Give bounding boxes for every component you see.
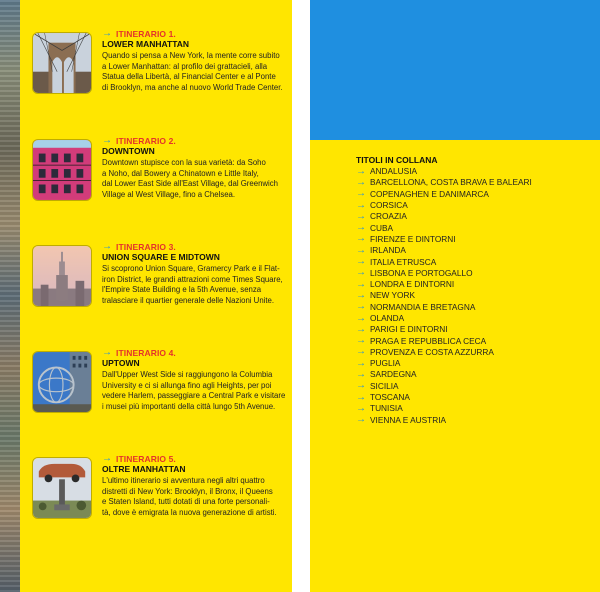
collection-item-label: BARCELLONA, COSTA BRAVA E BALEARI [370, 177, 532, 188]
collection-item [356, 256, 596, 267]
collection-items [356, 166, 596, 426]
collection-item-label: NORMANDIA E BRETAGNA [370, 301, 476, 312]
unisphere-photo [32, 351, 92, 413]
page-gutter [292, 0, 310, 592]
arrow-right-icon: → [102, 27, 112, 39]
collection-item-label: ANDALUSIA [370, 166, 418, 177]
collection-item-label: PROVENZA E COSTA AZZURRA [370, 346, 494, 357]
collection-titles-list [356, 155, 596, 426]
arrow-right-icon: → [356, 233, 366, 245]
collection-item-label: SARDEGNA [370, 369, 417, 380]
arrow-right-icon: → [356, 301, 366, 313]
collection-item-label: PARIGI E DINTORNI [370, 324, 448, 335]
arrow-right-icon: → [356, 244, 366, 256]
itinerary-number: ITINERARIO 2. [116, 135, 176, 146]
arrow-right-icon: → [356, 165, 366, 177]
collection-item-label: OLANDA [370, 313, 405, 323]
collection-item-label: VIENNA E AUSTRIA [370, 414, 447, 425]
collection-item [356, 166, 596, 177]
collection-item [356, 279, 596, 290]
collection-item [356, 392, 596, 403]
collection-item-label: LISBONA E PORTOGALLO [370, 267, 473, 278]
itinerary-5 [32, 453, 290, 543]
car-sculpture-photo [32, 457, 92, 519]
collection-item [356, 369, 596, 380]
itinerary-2 [32, 135, 290, 225]
collection-item-label: CUBA [370, 222, 394, 233]
itinerary-title: OLTRE MANHATTAN [102, 464, 186, 474]
itinerary-number: ITINERARIO 5. [116, 453, 176, 464]
collection-item-label: NEW YORK [370, 290, 416, 301]
arrow-right-icon: → [356, 289, 366, 301]
arrow-right-icon: → [102, 240, 112, 252]
city-aerial-photo-strip [0, 0, 20, 592]
itinerary-number: ITINERARIO 4. [116, 347, 176, 358]
collection-item [356, 290, 596, 301]
collection-item-label: PRAGA E REPUBBLICA CECA [370, 335, 487, 346]
itinerary-title: DOWNTOWN [102, 146, 155, 156]
arrow-right-icon: → [356, 278, 366, 290]
arrow-right-icon: → [356, 323, 366, 335]
collection-item [356, 335, 596, 346]
brooklyn-bridge-photo [32, 32, 92, 94]
itinerary-title: UNION SQUARE E MIDTOWN [102, 252, 220, 262]
arrow-right-icon: → [356, 222, 366, 234]
arrow-right-icon: → [356, 335, 366, 347]
arrow-right-icon: → [356, 176, 366, 188]
collection-item-label: TOSCANA [370, 392, 410, 403]
collection-item-label: SICILIA [370, 380, 399, 391]
arrow-right-icon: → [356, 210, 366, 222]
arrow-right-icon: → [356, 380, 366, 392]
arrow-right-icon: → [356, 357, 366, 369]
itinerary-title: UPTOWN [102, 358, 140, 368]
collection-item [356, 200, 596, 211]
left-page-itineraries [20, 0, 292, 592]
collection-item [356, 302, 596, 313]
collection-item [356, 358, 596, 369]
itinerary-description: Quando si pensa a New York, la mente corre subito a Lower Manhattan: al profilo dei grattacieli, alla Statua della Libertà, al Financial Center e al Ponte di Brooklyn, ma anche al nuovo World Trade Center. [102, 51, 283, 92]
collection-item [356, 403, 596, 414]
arrow-right-icon: → [356, 414, 366, 426]
collection-item [356, 347, 596, 358]
collection-item [356, 177, 596, 188]
collection-item-label: FIRENZE E DINTORNI [370, 233, 456, 244]
pink-building-photo [32, 139, 92, 201]
arrow-right-icon: → [356, 199, 366, 211]
collection-item [356, 189, 596, 200]
itinerary-description: Dall'Upper West Side si raggiungono la Columbia University e ci si allunga fino agli Heights, per poi vedere Harlem, passeggiare a Central Park e visitare i musei più importanti della città lungo 5th Avenue. [102, 370, 286, 411]
arrow-right-icon: → [102, 452, 112, 464]
collection-item-label: IRLANDA [370, 245, 406, 256]
collection-item [356, 415, 596, 426]
itinerary-4 [32, 347, 290, 437]
arrow-right-icon: → [356, 402, 366, 414]
arrow-right-icon: → [102, 134, 112, 146]
itinerary-1 [32, 28, 290, 118]
blue-header-band [310, 0, 600, 140]
itinerary-3 [32, 241, 290, 331]
collection-item-label: PUGLIA [370, 358, 401, 369]
collection-item-label: ITALIA ETRUSCA [370, 256, 437, 267]
collection-item [356, 234, 596, 245]
collection-item [356, 211, 596, 222]
collection-item [356, 381, 596, 392]
arrow-right-icon: → [356, 188, 366, 200]
itinerary-description: Si scoprono Union Square, Gramercy Park e il Flat- iron District, le grandi attrazioni come Times Square, l'Empire State Building e la 5th Avenue, senza tralasciare il quartier generale delle Nazioni Unite. [102, 264, 283, 305]
arrow-right-icon: → [356, 368, 366, 380]
collection-item-label: LONDRA E DINTORNI [370, 279, 455, 290]
arrow-right-icon: → [102, 346, 112, 358]
itinerary-description: Downtown stupisce con la sua varietà: da Soho a Noho, dal Bowery a Chinatown e Little Italy, dal Lower East Side all'East Village, dal Greenwich Village al West Village, fino a Chelsea. [102, 158, 279, 199]
itinerary-number: ITINERARIO 3. [116, 241, 176, 252]
collection-item-label: CORSICA [370, 200, 408, 211]
collection-item [356, 268, 596, 279]
arrow-right-icon: → [356, 267, 366, 279]
empire-state-photo [32, 245, 92, 307]
collection-item-label: CROAZIA [370, 211, 407, 222]
collection-item [356, 222, 596, 233]
itinerary-title: LOWER MANHATTAN [102, 39, 190, 49]
arrow-right-icon: → [356, 346, 366, 358]
collection-item-label: COPENAGHEN E DANIMARCA [370, 188, 489, 199]
arrow-right-icon: → [356, 312, 366, 324]
arrow-right-icon: → [356, 391, 366, 403]
collection-item [356, 324, 596, 335]
collection-item-label: TUNISIA [370, 403, 403, 414]
collection-item [356, 313, 596, 324]
collection-heading: TITOLI IN COLLANA [356, 155, 438, 165]
itinerary-number: ITINERARIO 1. [116, 28, 176, 39]
collection-item [356, 245, 596, 256]
arrow-right-icon: → [356, 256, 366, 268]
right-page-collection [310, 0, 600, 592]
itinerary-description: L'ultimo itinerario si avventura negli altri quattro distretti di New York: Brooklyn, il Bronx, il Queens e Staten Island, tutti dotati di una forte personali- tà, dove è emigrata la nuova generazione di artisti. [102, 476, 277, 517]
